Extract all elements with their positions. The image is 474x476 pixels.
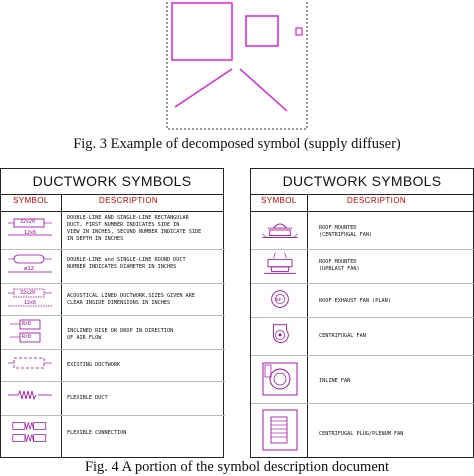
row-divider [251, 283, 474, 284]
row-divider [251, 317, 474, 318]
flexible-duct-icon [4, 385, 58, 411]
symbol-label: ø12 [24, 266, 34, 272]
roof-exhaust-fan-icon [253, 287, 307, 313]
diffuser-tiny-square [296, 28, 302, 35]
row-description: ACOUSTICAL LINED DUCTWORK,SIZES GIVEN ARE CLEAR INSIDE DIMENSIONS IN INCHES [67, 293, 196, 306]
roof-centrifugal-fan-icon [253, 217, 307, 243]
ductwork-symbols-table-left [0, 168, 224, 458]
row-description: INLINE FAN [319, 378, 351, 384]
row-divider [251, 249, 474, 250]
row-divider [1, 381, 225, 382]
diffuser-large-square [172, 3, 232, 60]
row-divider [1, 315, 225, 316]
row-description: ROOF MOUNTED (UPBLAST FAN) [319, 259, 360, 272]
symbol-label: 32x20 [20, 290, 36, 296]
col-symbol-header: SYMBOL [13, 196, 49, 205]
inline-fan-icon [253, 359, 307, 399]
row-description: CENTRIFUGAL PLUG/PLENUM FAN [319, 431, 404, 437]
row-description: DOUBLE-LINE AND SINGLE-LINE RECTANGULAR DUCT, FIRST NUMBER INDICATES SIDE IN VIEW IN INCHES, SECOND NUMBER INDICATE SIDE IN DEPTH IN INCHES [67, 215, 202, 242]
table-header [251, 194, 473, 212]
row-description: ROOF MOUNTED (CENTRIFUGAL FAN) [319, 225, 373, 238]
row-divider [1, 249, 225, 250]
figure-4-caption: Fig. 4 A portion of the symbol description document [84, 459, 390, 475]
col-description-header: DESCRIPTION [99, 196, 159, 205]
column-divider [61, 194, 62, 458]
row-divider [1, 283, 225, 284]
plenum-fan-icon [253, 407, 307, 453]
symbol-label: 12x6 [24, 300, 37, 306]
row-description: CENTRIFUGAL FAN [319, 333, 366, 339]
row-description: ROOF EXHAUST FAN (PLAN) [319, 298, 391, 304]
table-header [1, 194, 223, 212]
flexible-connection-icon [4, 419, 58, 445]
column-divider [307, 194, 308, 458]
table-title: DUCTWORK SYMBOLS [32, 173, 192, 189]
row-description: FLEXIBLE DUCT [67, 395, 108, 401]
symbol-label: 12x6 [24, 230, 37, 236]
table-title: DUCTWORK SYMBOLS [282, 173, 442, 189]
centrifugal-fan-icon [253, 321, 307, 347]
symbol-label: 32x20 [20, 219, 36, 225]
row-description: FLEXIBLE CONNECTION [67, 430, 127, 436]
figure-3-caption: Fig. 3 Example of decomposed symbol (supply diffuser) [73, 136, 401, 152]
svg-text:EF: EF [275, 296, 282, 302]
existing-duct-icon [4, 353, 58, 379]
row-divider [1, 349, 225, 350]
diffuser-right-diagonal [240, 69, 287, 111]
symbol-label: R>D [22, 321, 32, 327]
ductwork-symbols-table-right [250, 168, 474, 458]
col-symbol-header: SYMBOL [261, 196, 297, 205]
symbol-label: R<D [22, 334, 32, 340]
row-divider [1, 415, 225, 416]
diffuser-left-diagonal [175, 69, 232, 107]
diffuser-small-square [246, 16, 278, 46]
row-divider [251, 403, 474, 404]
col-description-header: DESCRIPTION [347, 196, 407, 205]
roof-upblast-fan-icon [253, 251, 307, 277]
row-divider [251, 355, 474, 356]
row-description: DOUBLE-LINE and SINGLE-LINE ROUND DUCT NUMBER INDICATES DIAMETER IN INCHES [67, 257, 186, 270]
row-description: EXISTING DUCTWORK [67, 362, 121, 368]
lined-duct-icon [4, 285, 58, 311]
row-description: INCLINED RISE OR DROP IN DIRECTION OF AIR FLOW [67, 328, 174, 341]
